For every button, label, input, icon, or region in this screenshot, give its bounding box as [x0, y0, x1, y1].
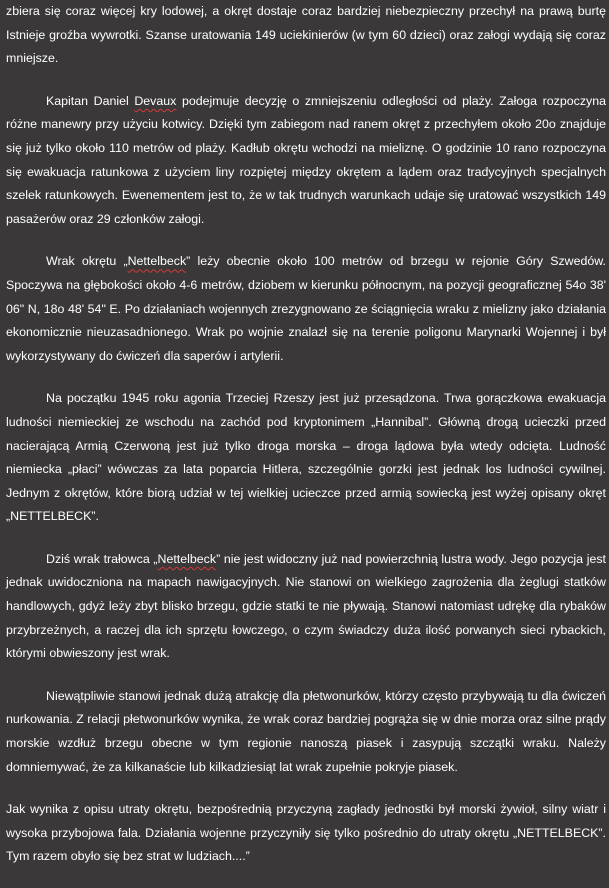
paragraph-3-rest: ” leży obecnie około 100 metrów od brzegu w rejonie Góry Szwedów. Spoczywa na głębokości około 4-6 metrów, dziobem w kierunku północnym, na pozycji geograficznej 54o 38' 06" N, 18o 48' 54" E. Po działaniach wojennych zrezygnowano ze ściągnięcia wraku z mielizny jako działania ekonomicznie nieuzasadnionego. Wrak po wojnie znalazł się na terenie poligonu Marynarki Wojennej i był wykorzystywany do ćwiczeń dla saperów i artylerii. [6, 254, 606, 363]
paragraph-5 [6, 548, 606, 666]
paragraph-2-start: Kapitan Daniel [46, 93, 135, 108]
paragraph-4: Na początku 1945 roku agonia Trzeciej Rzeszy jest już przesądzona. Trwa gorączkowa ewakuacja ludności niemieckiej ze wschodu na zachód pod kryptonimem „Hannibal”. Główną drogą ucieczki przed nacierającą Armią Czerwoną jest już tylko droga morska – droga lądowa była wtedy odcięta. Ludność niemiecka „płaci” wówczas za lata poparcia Hitlera, szczególnie gorzki jest jednak los ludności cywilnej. Jednym z okrętów, które biorą udział w tej wielkiej ucieczce przed armią sowiecką jest wyżej opisany okręt „NETTELBECK”. [6, 391, 606, 524]
captain-name: Devaux [134, 93, 177, 108]
paragraph-5-rest: ” nie jest widoczny już nad powierzchnią lustra wody. Jego pozycja jest jednak uwidoczniona na mapach nawigacyjnych. Nie stanowi on wielkiego zagrożenia dla żeglugi statków handlowych, gdyż leży zbyt blisko brzegu, gdzie statki te nie pływają. Stanowi natomiast udrękę dla rybaków przybrzeżnych, a raczej dla ich sprzętu łowczego, o czym świadczy duża ilość porwanych sieci rybackich, którymi obwieszony jest wrak. [6, 551, 606, 661]
paragraph-5-start: Dziś wrak trałowca „ [46, 551, 158, 566]
ship-name: Nettelbeck [127, 254, 187, 269]
trawler-name: Nettelbeck [157, 551, 217, 566]
paragraph-3-start: Wrak okrętu „ [46, 254, 128, 269]
paragraph-3 [6, 250, 606, 368]
paragraph-7: Jak wynika z opisu utraty okrętu, bezpośrednią przyczyną zagłady jednostki był morski żywioł, silny wiatr i wysoka przybojowa fala. Działania wojenne przyczyniły się tylko pośrednio do utraty okrętu „NETTELBECK”. Tym razem obyło się bez strat w ludziach....” [6, 802, 606, 864]
paragraph-2 [6, 90, 606, 232]
paragraph-6: Niewątpliwie stanowi jednak dużą atrakcję dla płetwonurków, którzy często przybywają tu dla ćwiczeń nurkowania. Z relacji płetwonurków wynika, że wrak coraz bardziej pogrąża się w dnie morza oraz silne prądy morskie wzdłuż brzegu obecne w tym regionie nanoszą piasek i zasypują szczątki wraku. Należy domniemywać, że za kilkanaście lub kilkadziesiąt lat wrak zupełnie pokryje piasek. [6, 688, 606, 774]
paragraph-2-rest: podejmuje decyzję o zmniejszeniu odległości od plaży. Załoga rozpoczyna różne manewry przy użyciu kotwicy. Dzięki tym zabiegom nad ranem okręt z przechyłem około 20o znajduje się już tylko około 110 metrów od plaży. Kadłub okrętu wchodzi na mieliznę. O godzinie 10 rano rozpoczyna się ewakuacja ratunkowa z użyciem liny rozpiętej między okrętem a lądem oraz tradycyjnych specjalnych szelek ratunkowych. Ewenementem jest to, że w tak trudnych warunkach udaje się uratować wszystkich 149 pasażerów oraz 29 członków załogi. [6, 93, 606, 226]
paragraph-1: zbiera się coraz więcej kry lodowej, a okręt dostaje coraz bardziej niebezpieczny przechył na prawą burtę Istnieje groźba wywrotki. Szanse uratowania 149 uciekinierów (w tym 60 dzieci) oraz załogi wydają się coraz mniejsze. [6, 4, 606, 66]
document-body [6, 0, 606, 888]
